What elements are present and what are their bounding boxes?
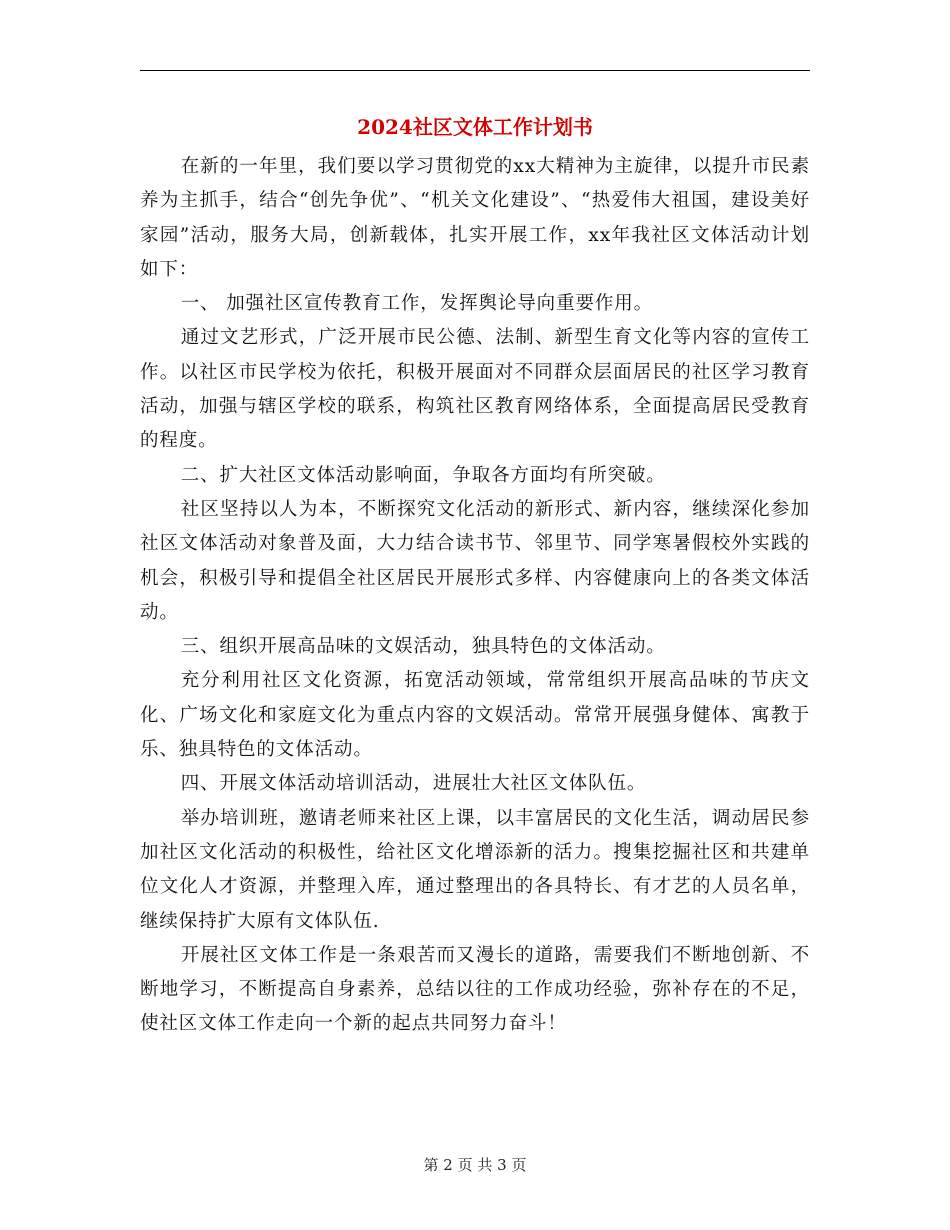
section-paragraph-2: 社区坚持以人为本，不断探究文化活动的新形式、新内容，继续深化参加社区文体活动对象普及面，大力结合读书节、邻里节、同学寒暑假校外实践的机会，积极引导和提倡全社区居民开展形式多样、内容健康向上的各类文体活动。 [140,498,810,623]
section-heading-3: 三、组织开展高品味的文娱活动，独具特色的文体活动。 [180,636,666,658]
section-paragraph-4: 举办培训班，邀请老师来社区上课，以丰富居民的文化生活，调动居民参加社区文化活动的积极性，给社区文化增添新的活力。搜集挖掘社区和共建单位文化人才资源，并整理入库，通过整理出的各具特长、有才艺的人员名单，继续保持扩大原有文体队伍. [140,807,810,932]
section-paragraph-3: 充分利用社区文化资源，拓宽活动领域，常常组织开展高品味的节庆文化、广场文化和家庭文化为重点内容的文娱活动。常常开展强身健体、寓教于乐、独具特色的文体活动。 [140,670,810,761]
section-heading-2: 二、扩大社区文体活动影响面，争取各方面均有所突破。 [180,464,666,486]
section-paragraph-1: 通过文艺形式，广泛开展市民公德、法制、新型生育文化等内容的宣传工作。以社区市民学校为依托，积极开展面对不同群众层面居民的社区学习教育活动，加强与辖区学校的联系，构筑社区教育网络体系，全面提高居民受教育的程度。 [140,327,810,452]
document-body [140,150,810,1042]
section-heading-4: 四、开展文体活动培训活动，进展壮大社区文体队伍。 [180,773,647,795]
closing-paragraph: 开展社区文体工作是一条艰苦而又漫长的道路，需要我们不断地创新、不断地学习，不断提高自身素养，总结以往的工作成功经验，弥补存在的不足，使社区文体工作走向一个新的起点共同努力奋斗！ [140,944,810,1035]
header-rule [140,70,810,71]
section-heading-1: 一、 加强社区宣传教育工作，发挥舆论导向重要作用。 [180,293,654,315]
intro-paragraph: 在新的一年里，我们要以学习贯彻党的xx大精神为主旋律，以提升市民素养为主抓手，结合“创先争优”、“机关文化建设”、“热爱伟大祖国，建设美好家园”活动，服务大局，创新载体，扎实开展工作，xx年我社区文体活动计划如下： [140,156,810,280]
document-title: 2024社区文体工作计划书 [357,115,593,139]
page-number-footer: 第 2 页 共 3 页 [423,1156,527,1174]
